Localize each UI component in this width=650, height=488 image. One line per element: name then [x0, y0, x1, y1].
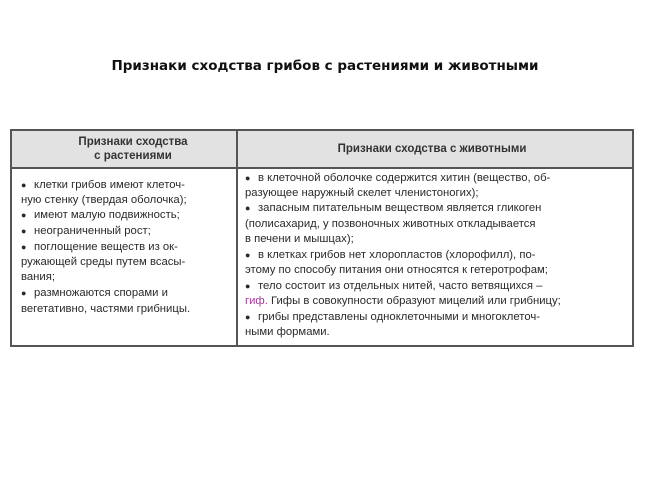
list-item-text: тело состоит из отдельных нитей, часто ветвящихся –	[258, 280, 543, 292]
animals-column-header: Признаки сходства с животными	[238, 131, 632, 169]
highlighted-term: гиф.	[245, 295, 268, 307]
list-item-continuation	[238, 294, 632, 309]
list-item-text: в клеточной оболочке содержится хитин (вещество, об-	[258, 172, 551, 184]
list-item	[238, 201, 632, 216]
list-item	[12, 178, 236, 193]
list-item-continuation	[12, 193, 236, 208]
bullet-dot-icon: ●	[21, 180, 27, 190]
list-item	[12, 286, 236, 301]
animals-similarity-column	[238, 131, 632, 345]
list-item-continuation	[12, 270, 236, 285]
plants-column-header: Признаки сходства с растениями	[12, 131, 236, 169]
list-item-text: запасным питательным веществом является гликоген	[258, 202, 542, 214]
plants-similarity-column	[12, 131, 238, 345]
list-item-continuation	[238, 232, 632, 247]
bullet-dot-icon: ●	[245, 203, 251, 213]
list-item-continuation	[238, 325, 632, 340]
list-item	[12, 224, 236, 239]
list-item-text: этому по способу питания они относятся к гетеротрофам;	[245, 264, 548, 276]
list-item-text: (полисахарид, у позвоночных животных откладывается	[245, 218, 536, 230]
comparison-table	[10, 129, 634, 347]
list-item-text: поглощение веществ из ок-	[34, 241, 178, 253]
list-item-text: в печени и мышцах);	[245, 233, 354, 245]
list-item-text: имеют малую подвижность;	[34, 209, 180, 221]
list-item-text: в клетках грибов нет хлоропластов (хлорофилл), по-	[258, 249, 536, 261]
bullet-dot-icon: ●	[245, 312, 251, 322]
list-item-continuation	[238, 263, 632, 278]
list-item-text: ными формами.	[245, 326, 330, 338]
list-item-continuation	[238, 217, 632, 232]
bullet-dot-icon: ●	[21, 242, 27, 252]
bullet-dot-icon: ●	[245, 250, 251, 260]
page-title: Признаки сходства грибов с растениями и животными	[111, 58, 539, 74]
list-item-text: размножаются спорами и	[34, 287, 168, 299]
list-item-text: ружающей среды путем всасы-	[21, 256, 186, 268]
list-item	[12, 208, 236, 223]
list-item-continuation	[238, 186, 632, 201]
list-item-text: вегетативно, частями грибницы.	[21, 303, 191, 315]
bullet-dot-icon: ●	[245, 173, 251, 183]
list-item-continuation	[12, 255, 236, 270]
list-item-text: грибы представлены одноклеточными и многоклеточ-	[258, 311, 541, 323]
list-item-text: вания;	[21, 271, 55, 283]
list-item-text: ную стенку (твердая оболочка);	[21, 194, 187, 206]
list-item	[238, 248, 632, 263]
list-item-continuation	[12, 302, 236, 317]
list-item-text: неограниченный рост;	[34, 225, 151, 237]
list-item	[12, 240, 236, 255]
bullet-dot-icon: ●	[245, 281, 251, 291]
bullet-dot-icon: ●	[21, 288, 27, 298]
list-item	[238, 171, 632, 186]
list-item	[238, 310, 632, 325]
list-item	[238, 279, 632, 294]
list-item-text: клетки грибов имеют клеточ-	[34, 179, 185, 191]
bullet-dot-icon: ●	[21, 226, 27, 236]
list-item-text: Гифы в совокупности образуют мицелий или грибницу;	[271, 295, 561, 307]
bullet-dot-icon: ●	[21, 210, 27, 220]
list-item-text: разующее наружный скелет членистоногих);	[245, 187, 479, 199]
